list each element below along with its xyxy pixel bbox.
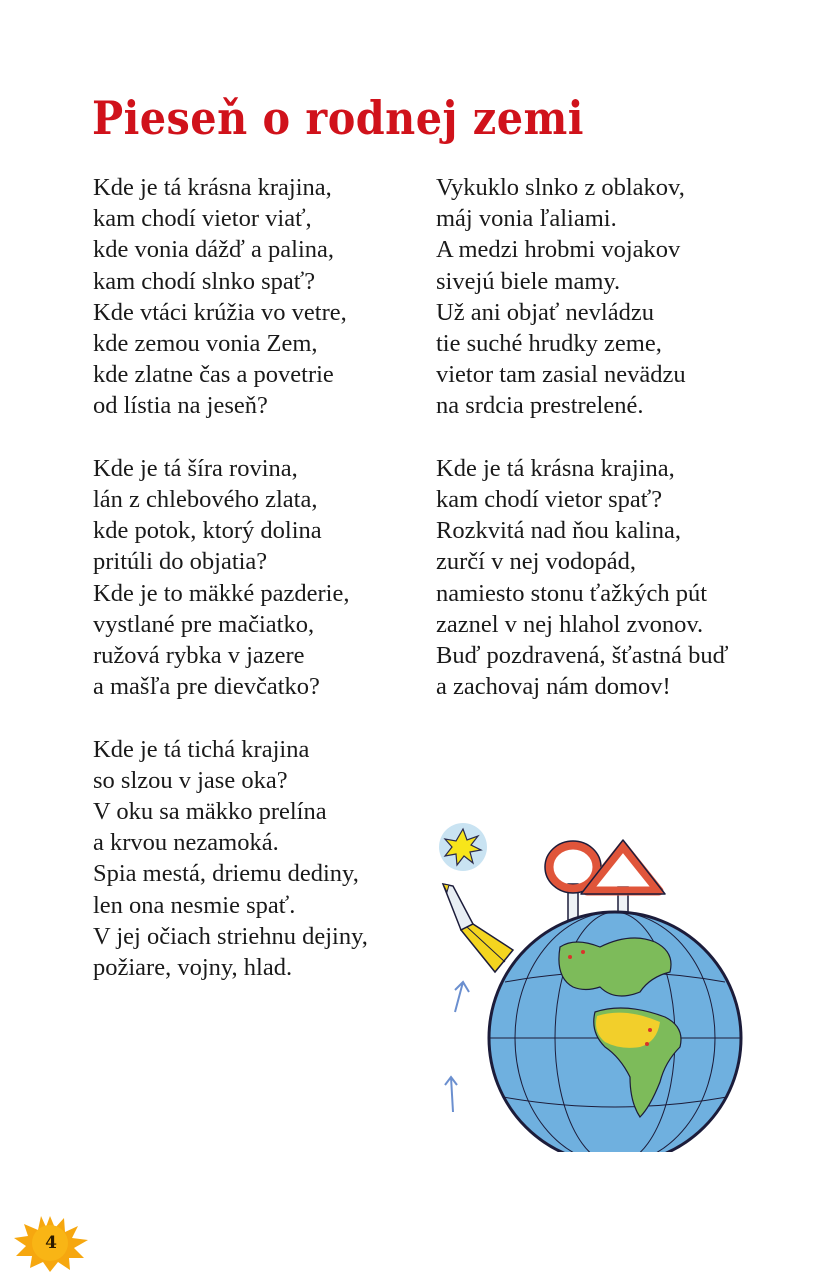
verse-line: a mašľa pre dievčatko? — [93, 673, 320, 701]
poem-title: Pieseň o rodnej zemi — [92, 91, 584, 145]
verse-line: máj vonia ľaliami. — [436, 205, 617, 233]
verse-line: kde vonia dážď a palina, — [93, 236, 335, 264]
stanza — [436, 453, 776, 703]
globe-illustration — [425, 812, 745, 1152]
verse-line: požiare, vojny, hlad. — [93, 954, 293, 982]
verse-line: Kde je to mäkké pazderie, — [93, 579, 350, 607]
verse-line: Kde vtáci krúžia vo vetre, — [93, 298, 347, 326]
verse-line: Vykuklo slnko z oblakov, — [436, 174, 685, 201]
verse-line: na srdcia prestrelené. — [436, 392, 644, 420]
verse-line: Rozkvitá nad ňou kalina, — [436, 517, 681, 545]
verse-line: Kde je tá šíra rovina, — [93, 454, 298, 482]
verse-line: pritúli do objatia? — [93, 548, 268, 576]
stanza — [93, 172, 413, 422]
verse-line: Kde je tá tichá krajina — [93, 735, 310, 763]
verse-line: kde potok, ktorý dolina — [93, 517, 322, 545]
verse-line: kam chodí slnko spať? — [93, 267, 316, 295]
verse-line: sivejú biele mamy. — [436, 267, 621, 295]
verse-line: vietor tam zasial nevädzu — [436, 361, 686, 389]
verse-line: Kde je tá krásna krajina, — [93, 174, 332, 201]
poem-column-right — [436, 172, 776, 734]
verse-line: kam chodí vietor viať, — [93, 205, 312, 233]
verse-line: namiesto stonu ťažkých pút — [436, 579, 708, 607]
verse-line: V jej očiach striehnu dejiny, — [93, 922, 368, 950]
arrow-icon — [445, 982, 469, 1112]
verse-line: zurčí v nej vodopád, — [436, 548, 637, 576]
stanza — [93, 453, 413, 703]
verse-line: ružová rybka v jazere — [93, 642, 305, 670]
verse-line: od lístia na jeseň? — [93, 392, 268, 420]
verse-line: so slzou v jase oka? — [93, 766, 288, 794]
page-number-badge — [8, 1212, 92, 1274]
verse-line: zaznel v nej hlahol zvonov. — [436, 610, 704, 638]
verse-line: Buď pozdravená, šťastná buď — [436, 642, 729, 670]
verse-line: Kde je tá krásna krajina, — [436, 454, 675, 482]
verse-line: kam chodí vietor spať? — [436, 486, 663, 514]
verse-line: lán z chlebového zlata, — [93, 486, 318, 514]
globe-icon — [489, 912, 741, 1152]
verse-line: tie suché hrudky zeme, — [436, 330, 662, 358]
verse-line: kde zemou vonia Zem, — [93, 330, 318, 358]
verse-line: a zachovaj nám domov! — [436, 673, 671, 701]
verse-line: Už ani objať nevládzu — [436, 298, 654, 326]
verse-line: V oku sa mäkko prelína — [93, 798, 327, 826]
verse-line: A medzi hrobmi vojakov — [436, 236, 681, 264]
verse-line: vystlané pre mačiatko, — [93, 610, 315, 638]
verse-line: len ona nesmie spať. — [93, 891, 296, 919]
pencil-icon — [443, 884, 513, 972]
stanza — [436, 172, 776, 422]
sun-icon — [439, 823, 487, 871]
verse-line: Spia mestá, driemu dediny, — [93, 860, 359, 888]
stanza — [93, 734, 413, 984]
verse-line: kde zlatne čas a povetrie — [93, 361, 334, 389]
poem-column-left — [93, 172, 413, 1014]
verse-line: a krvou nezamoká. — [93, 829, 279, 857]
page-number: 4 — [45, 1233, 57, 1253]
